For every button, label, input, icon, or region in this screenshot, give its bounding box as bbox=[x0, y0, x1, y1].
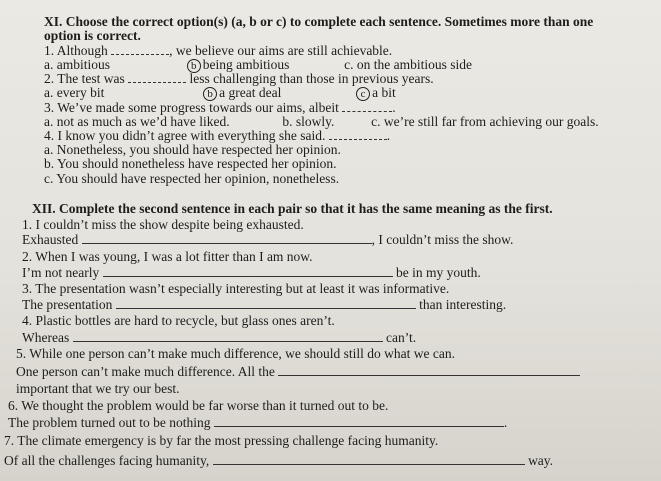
s12-q4-pre: Whereas bbox=[22, 330, 70, 345]
s11-q3-blank[interactable] bbox=[342, 100, 392, 112]
s12-q2-pre: I’m not nearly bbox=[22, 265, 100, 280]
s12-q5-pre: One person can’t make much difference. All the bbox=[16, 364, 275, 379]
s12-q4-answer bbox=[22, 330, 416, 345]
s12-q4-sentence: 4. Plastic bottles are hard to recycle, but glass ones aren’t. bbox=[22, 313, 335, 328]
s11-q1-pre: 1. Although bbox=[44, 43, 108, 58]
s12-q2-post: be in my youth. bbox=[395, 265, 481, 280]
s12-q5-sentence: 5. While one person can’t make much difference, we should still do what we can. bbox=[16, 346, 455, 361]
s12-q7-answer bbox=[4, 453, 553, 468]
s11-q3-post: . bbox=[392, 100, 396, 115]
s11-q1-option-b[interactable]: being ambitious bbox=[202, 57, 290, 72]
s11-q4-option-c[interactable]: c. You should have respected her opinion, nonetheless. bbox=[44, 171, 340, 186]
section-12-title: XII. Complete the second sentence in each pair so that it has the same meaning as the first. bbox=[32, 201, 553, 216]
s12-q3-blank[interactable] bbox=[116, 297, 416, 309]
s12-q4-post: can’t. bbox=[385, 330, 417, 345]
s12-q6-blank[interactable] bbox=[214, 415, 504, 427]
s11-q4-blank[interactable] bbox=[329, 128, 387, 140]
s11-q1-option-c[interactable]: c. on the ambitious side bbox=[344, 57, 472, 72]
s11-q4 bbox=[44, 128, 390, 143]
s12-q5-blank[interactable] bbox=[278, 364, 580, 376]
section-11-title-cont: option is correct. bbox=[44, 28, 141, 43]
s11-q2-option-b[interactable]: a great deal bbox=[219, 85, 282, 100]
s12-q6-pre: The problem turned out to be nothing bbox=[8, 415, 211, 430]
s11-q4-option-a[interactable]: a. Nonetheless, you should have respected her opinion. bbox=[44, 142, 341, 157]
s11-q4-pre: 4. I know you didn’t agree with everything she said. bbox=[44, 128, 326, 143]
s12-q7-blank[interactable] bbox=[213, 453, 525, 465]
s12-q7-post: way. bbox=[528, 453, 554, 468]
s11-q1-option-b-circle[interactable]: b bbox=[187, 59, 201, 73]
s11-q1-post: , we believe our aims are still achievable. bbox=[169, 43, 393, 58]
s11-q4-option-b[interactable]: b. You should nonetheless have respected her opinion. bbox=[44, 156, 337, 171]
s11-q3 bbox=[44, 100, 396, 115]
s12-q2-sentence: 2. When I was young, I was a lot fitter than I am now. bbox=[22, 249, 313, 264]
s11-q1-option-a[interactable]: a. ambitious bbox=[44, 57, 110, 72]
s11-q2-blank[interactable] bbox=[128, 71, 186, 83]
s12-q4-blank[interactable] bbox=[73, 330, 383, 342]
s11-q3-options bbox=[44, 114, 599, 129]
s12-q2-answer bbox=[22, 265, 481, 280]
s12-q1-pre: Exhausted bbox=[22, 232, 79, 247]
s11-q2-option-c[interactable]: a bit bbox=[372, 85, 396, 100]
s12-q1-sentence: 1. I couldn’t miss the show despite being exhausted. bbox=[22, 217, 304, 232]
s12-q3-sentence: 3. The presentation wasn’t especially interesting but at least it was informative. bbox=[22, 281, 450, 296]
s12-q3-pre: The presentation bbox=[22, 297, 113, 312]
section-11-title: XI. Choose the correct option(s) (a, b or c) to complete each sentence. Sometimes more than one bbox=[44, 14, 594, 29]
s11-q2 bbox=[44, 71, 434, 86]
s12-q7-sentence: 7. The climate emergency is by far the most pressing challenge facing humanity. bbox=[4, 433, 439, 448]
s11-q1 bbox=[44, 43, 392, 58]
s11-q2-option-a[interactable]: a. every bit bbox=[44, 85, 105, 100]
s11-q4-post: . bbox=[386, 128, 391, 143]
s11-q2-options bbox=[44, 85, 396, 101]
s12-q6-answer bbox=[8, 415, 507, 430]
s11-q2-option-b-circle[interactable]: b bbox=[203, 87, 217, 101]
s12-q1-answer bbox=[22, 232, 513, 247]
s12-q6-post: . bbox=[503, 415, 508, 430]
s12-q3-post: than interesting. bbox=[419, 297, 507, 312]
s11-q1-blank[interactable] bbox=[111, 43, 169, 55]
s11-q2-pre: 2. The test was bbox=[44, 71, 125, 86]
s11-q3-option-c[interactable]: c. we’re still far from achieving our goals. bbox=[371, 114, 599, 129]
s12-q1-blank[interactable] bbox=[82, 232, 372, 244]
s12-q1-post: , I couldn’t miss the show. bbox=[371, 232, 514, 247]
s12-q2-blank[interactable] bbox=[103, 265, 393, 277]
s11-q2-post: less challenging than those in previous years. bbox=[189, 71, 434, 86]
s12-q5-answer bbox=[16, 364, 580, 379]
s12-q3-answer bbox=[22, 297, 506, 312]
s12-q5-continuation: important that we try our best. bbox=[16, 381, 180, 396]
s11-q3-option-b[interactable]: b. slowly. bbox=[282, 114, 335, 129]
s11-q2-option-c-circle[interactable]: c bbox=[356, 87, 370, 101]
s12-q7-pre: Of all the challenges facing humanity, bbox=[4, 453, 210, 468]
s11-q3-pre: 3. We’ve made some progress towards our aims, albeit bbox=[44, 100, 339, 115]
s12-q6-sentence: 6. We thought the problem would be far worse than it turned out to be. bbox=[8, 398, 389, 413]
s11-q3-option-a[interactable]: a. not as much as we’d have liked. bbox=[44, 114, 230, 129]
